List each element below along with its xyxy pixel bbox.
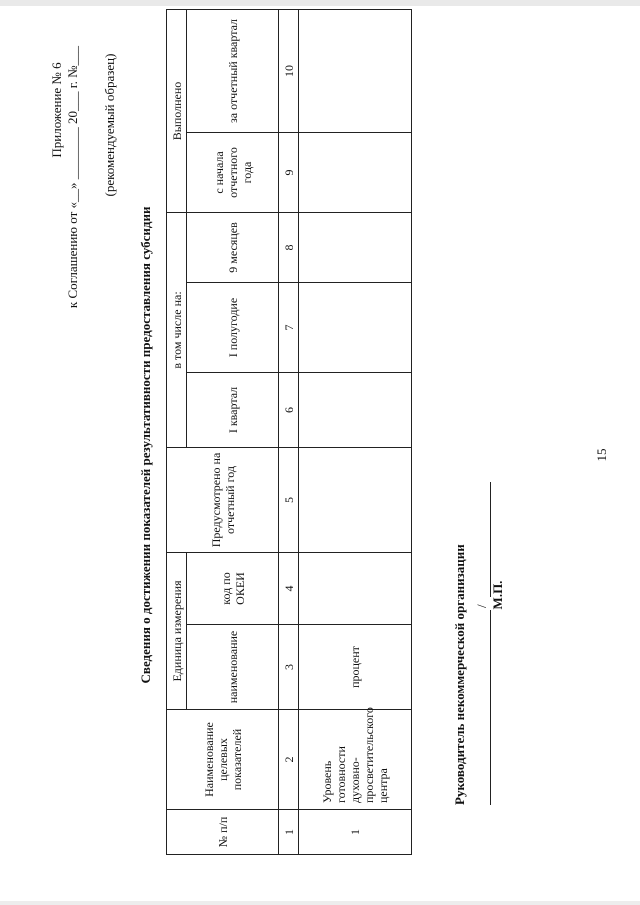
stamp-place: М.П. xyxy=(490,580,505,610)
page-number: 15 xyxy=(594,448,609,462)
signer-label: Руководитель некоммерческой организации xyxy=(452,544,467,805)
column-number: 2 xyxy=(279,710,299,810)
row-num: 1 xyxy=(299,810,412,855)
table-row xyxy=(299,9,412,854)
row-okei xyxy=(299,553,412,625)
header-planned: Предусмотрено на отчетный год xyxy=(167,448,279,553)
row-since-start xyxy=(299,132,412,212)
header-for-quarter: за отчетный квартал xyxy=(187,9,279,132)
header-num: № п/п xyxy=(167,810,279,855)
header-q1: I квартал xyxy=(187,373,279,448)
column-number: 3 xyxy=(279,625,299,710)
row-indicator: Уровень готовности духовно-просветительского центра xyxy=(299,710,412,810)
column-number: 9 xyxy=(279,132,299,212)
column-number: 4 xyxy=(279,553,299,625)
signature-line xyxy=(490,610,491,805)
column-number: 7 xyxy=(279,283,299,373)
column-number: 1 xyxy=(279,810,299,855)
report-title: Сведения о достижении показателей результативности предоставления субсидии xyxy=(138,206,153,684)
row-for-quarter xyxy=(299,9,412,132)
header-including: в том числе на: xyxy=(167,212,187,447)
appendix-agreement-line: к Соглашению от «__» ________ 20___ г. №___ xyxy=(65,45,80,309)
column-number: 10 xyxy=(279,9,299,132)
header-since-start: с начала отчетного года xyxy=(187,132,279,212)
row-h1 xyxy=(299,283,412,373)
signature-separator: / xyxy=(474,604,489,608)
header-done-group: Выполнено xyxy=(167,9,187,212)
column-number-row xyxy=(279,9,299,854)
indicators-table xyxy=(166,9,412,855)
row-9m xyxy=(299,212,412,282)
row-unit: процент xyxy=(299,625,412,710)
column-number: 6 xyxy=(279,373,299,448)
header-unit-code: код по ОКЕИ xyxy=(187,553,279,625)
header-indicator: Наименование целевых показателей xyxy=(167,710,279,810)
appendix-sample-note: (рекомендуемый образец) xyxy=(102,53,117,197)
column-number: 8 xyxy=(279,212,299,282)
header-unit-group: Единица измерения xyxy=(167,553,187,710)
header-9m: 9 месяцев xyxy=(187,212,279,282)
column-number: 5 xyxy=(279,448,299,553)
header-h1: I полугодие xyxy=(187,283,279,373)
row-q1 xyxy=(299,373,412,448)
header-unit-name: наименование xyxy=(187,625,279,710)
row-planned xyxy=(299,448,412,553)
appendix-title: Приложение № 6 xyxy=(49,62,64,158)
